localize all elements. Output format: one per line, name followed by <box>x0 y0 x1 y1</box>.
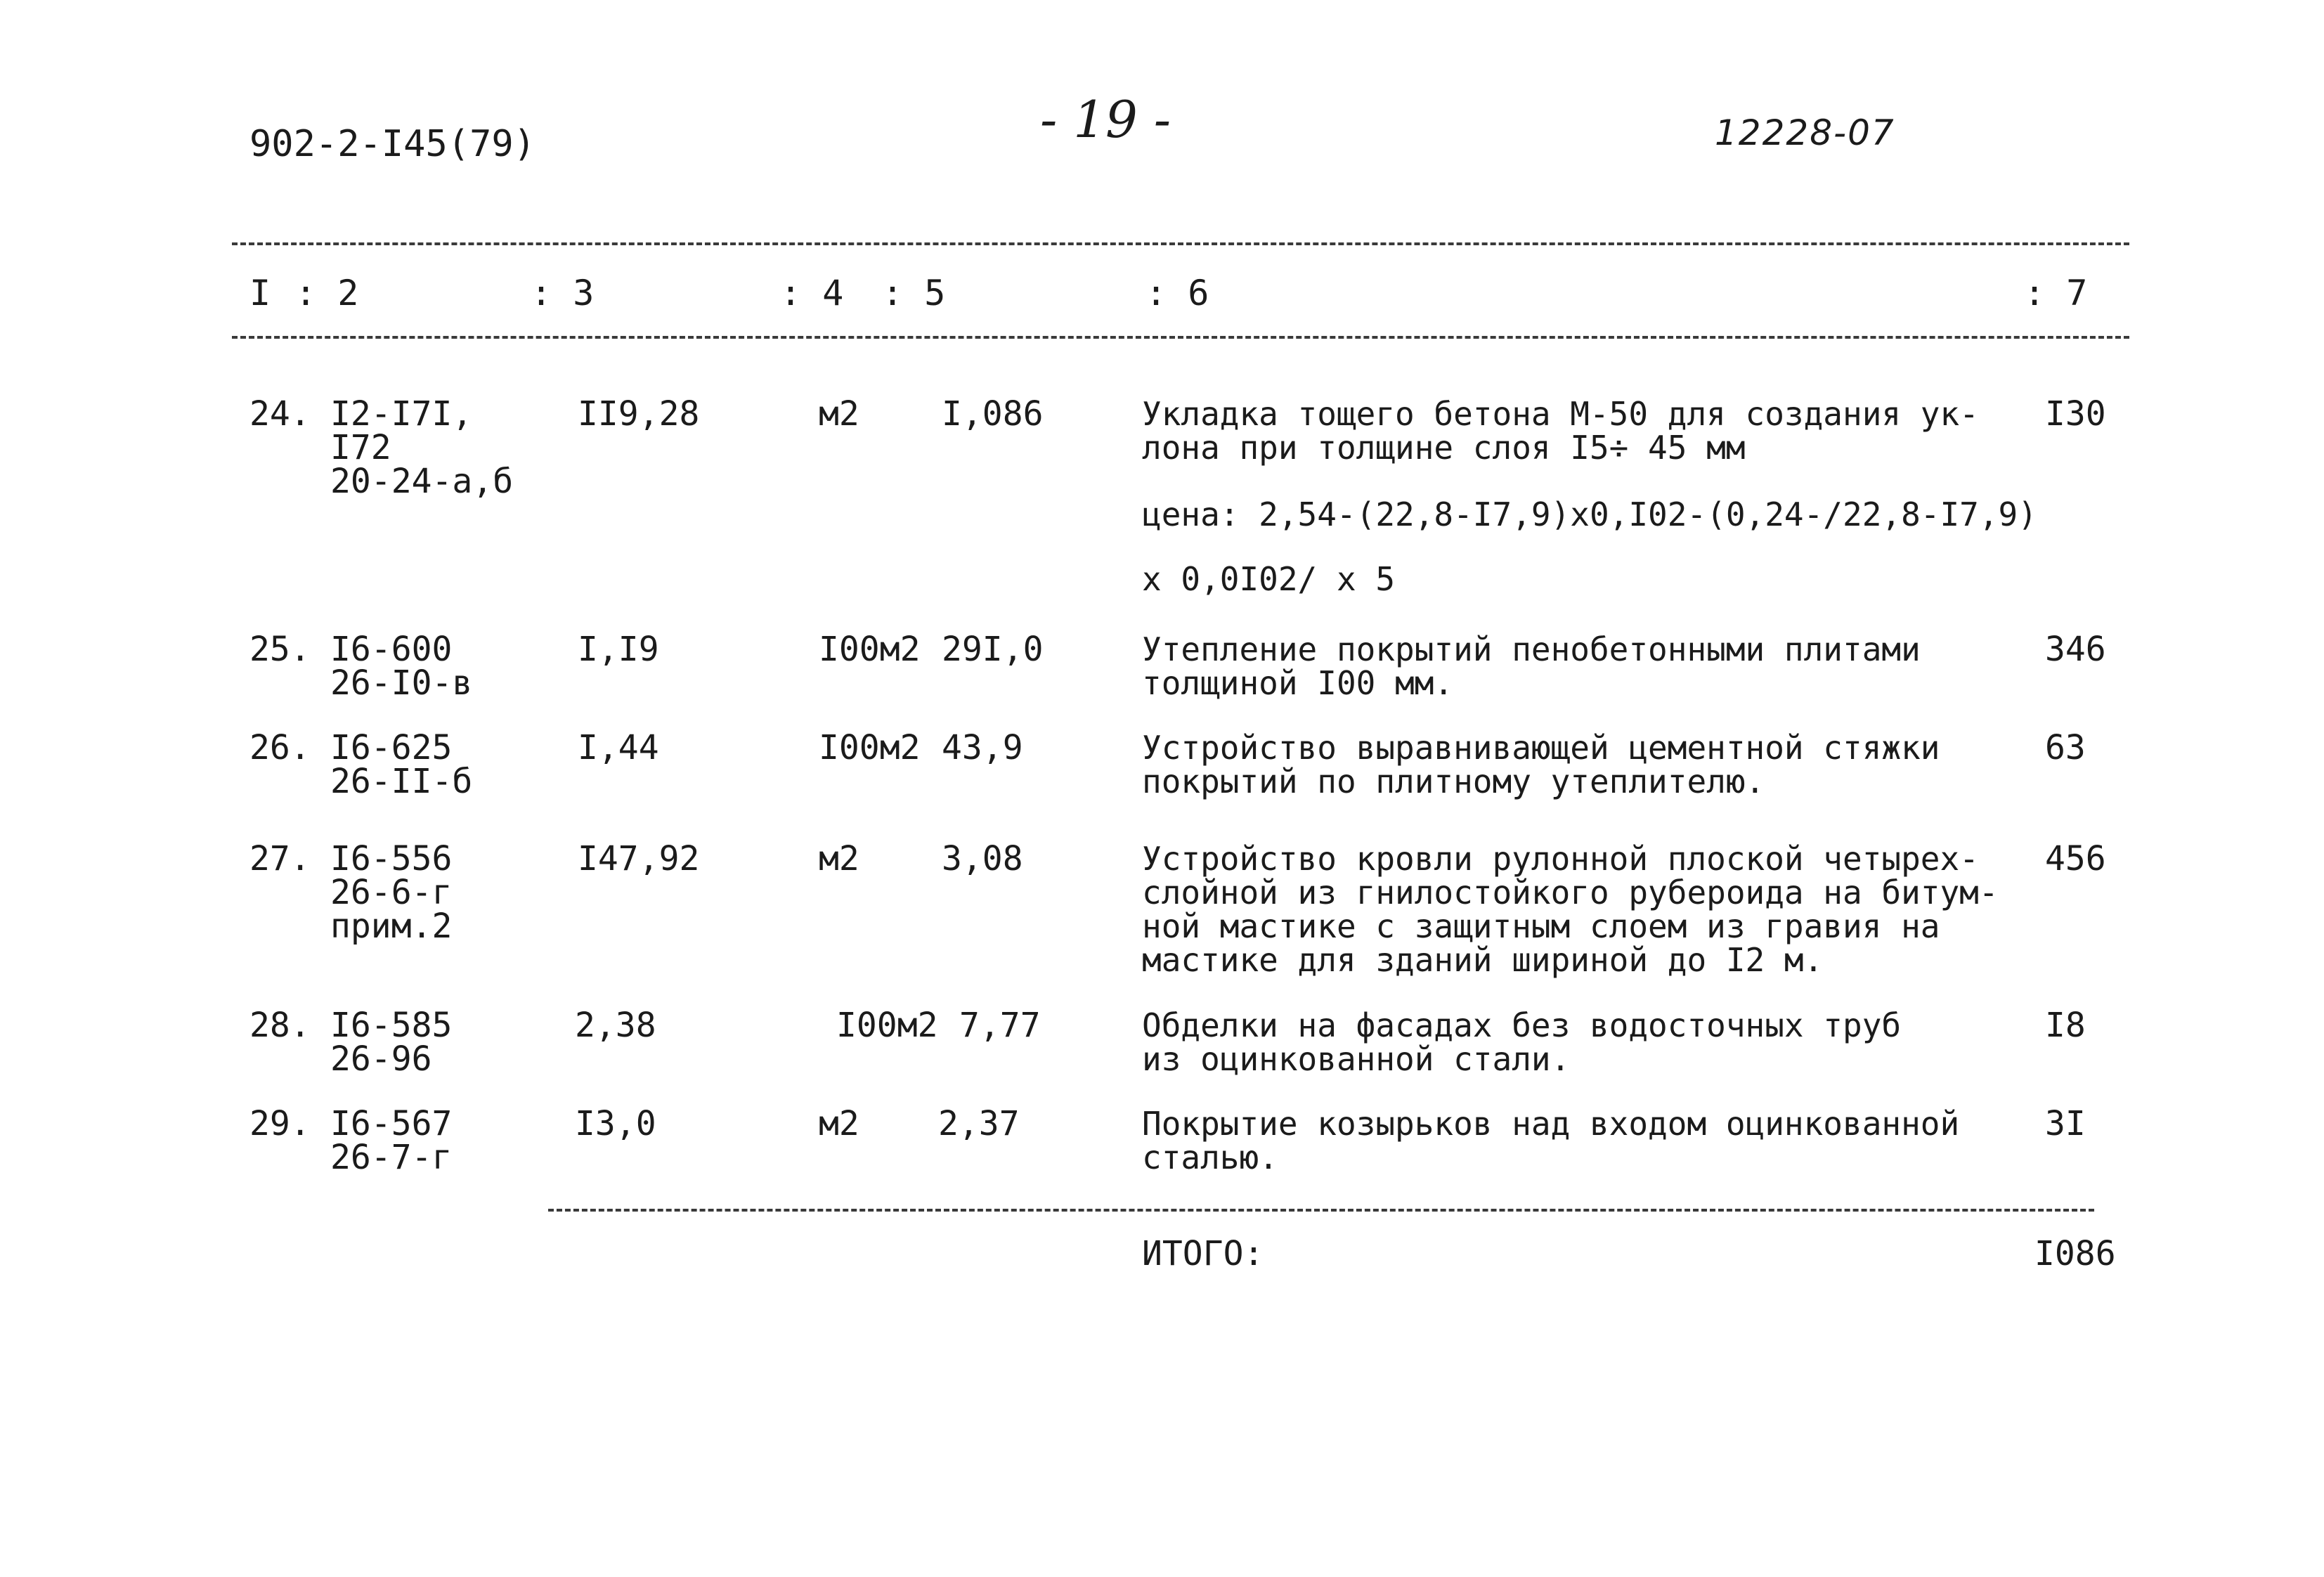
work-description-line: ной мастике с защитным слоем из гравия на <box>1142 907 1940 945</box>
row-number: 28. <box>249 1006 311 1045</box>
column-header-5: : 5 <box>882 273 946 313</box>
unit-price: 2,38 <box>575 1006 656 1045</box>
column-header-2: : 2 <box>295 273 359 313</box>
top-rule <box>232 242 2129 245</box>
work-description-line: покрытий по плитному утеплителю. <box>1142 762 1765 800</box>
row-total: 3I <box>2045 1104 2086 1143</box>
row-total: 346 <box>2045 630 2106 669</box>
work-description-line: Обделки на фасадах без водосточных труб <box>1142 1006 1902 1044</box>
quantity: 7,77 <box>959 1006 1041 1045</box>
norm-code-line: 26-7-г <box>330 1138 453 1177</box>
norm-code-line: I2-I7I, <box>330 394 473 434</box>
unit-of-measure: I00м2 <box>836 1006 938 1045</box>
norm-code-line: 26-6-г <box>330 873 453 912</box>
work-description-line: Укладка тощего бетона М-50 для создания ук- <box>1142 395 1979 433</box>
unit-price: II9,28 <box>578 394 700 434</box>
unit-of-measure: I00м2 <box>819 630 921 669</box>
work-description-line: Покрытие козырьков над входом оцинкованной <box>1142 1105 1960 1143</box>
unit-of-measure: м2 <box>819 1104 859 1143</box>
norm-code-line: I6-600 <box>330 630 453 669</box>
unit-price: I,I9 <box>578 630 659 669</box>
row-number: 26. <box>249 728 311 767</box>
norm-code-line: 26-II-б <box>330 762 473 801</box>
norm-code-line: I6-556 <box>330 839 453 878</box>
summary-label: ИТОГО: <box>1142 1234 1264 1273</box>
norm-code-line: I6-585 <box>330 1006 453 1045</box>
archive-number: 12228-07 <box>1715 112 1895 153</box>
work-description-line: сталью. <box>1142 1138 1278 1176</box>
row-total: I8 <box>2045 1006 2086 1045</box>
work-description-line: толщиной I00 мм. <box>1142 664 1454 702</box>
norm-code-line: I6-625 <box>330 728 453 767</box>
work-description-line: слойной из гнилостойкого рубероида на битум- <box>1142 874 1999 911</box>
quantity: I,086 <box>942 394 1044 434</box>
column-header-7: : 7 <box>2024 273 2088 313</box>
work-description-line: Устройство кровли рулонной плоской четырех- <box>1142 840 1979 878</box>
unit-of-measure: I00м2 <box>819 728 921 767</box>
norm-code-line: I6-567 <box>330 1104 453 1143</box>
page-number: - 19 - <box>1040 90 1171 149</box>
unit-of-measure: м2 <box>819 839 859 878</box>
column-header-4: : 4 <box>780 273 844 313</box>
price-calculation-line: цена: 2,54-(22,8-I7,9)x0,I02-(0,24-/22,8-I7,9) <box>1142 495 2037 533</box>
quantity: 43,9 <box>942 728 1023 767</box>
work-description-line: из оцинкованной стали. <box>1142 1040 1571 1078</box>
column-header-6: : 6 <box>1145 273 1209 313</box>
unit-price: I47,92 <box>578 839 700 878</box>
quantity: 29I,0 <box>942 630 1044 669</box>
row-number: 27. <box>249 839 311 878</box>
row-total: 63 <box>2045 728 2086 767</box>
row-total: 456 <box>2045 839 2106 878</box>
summary-total: I086 <box>2034 1234 2116 1273</box>
norm-code-line: прим.2 <box>330 907 453 946</box>
column-header-3: : 3 <box>531 273 595 313</box>
price-calculation-line: x 0,0I02/ x 5 <box>1142 560 1396 598</box>
norm-code-line: 26-I0-в <box>330 663 473 703</box>
work-description-line: лона при толщине слоя I5÷ 45 мм <box>1142 429 1746 467</box>
unit-of-measure: м2 <box>819 394 859 434</box>
bottom-rule <box>548 1209 2094 1212</box>
quantity: 3,08 <box>942 839 1023 878</box>
work-description-line: мастике для зданий шириной до I2 м. <box>1142 941 1824 979</box>
norm-code-line: 20-24-a,б <box>330 462 514 501</box>
unit-price: I,44 <box>578 728 659 767</box>
quantity: 2,37 <box>938 1104 1020 1143</box>
row-number: 29. <box>249 1104 311 1143</box>
unit-price: I3,0 <box>575 1104 656 1143</box>
row-number: 24. <box>249 394 311 434</box>
document-code: 902-2-I45(79) <box>249 123 535 165</box>
norm-code-line: 26-96 <box>330 1039 432 1079</box>
header-rule <box>232 336 2129 339</box>
work-description-line: Устройство выравнивающей цементной стяжки <box>1142 729 1940 767</box>
row-total: I30 <box>2045 394 2106 434</box>
work-description-line: Утепление покрытий пенобетонными плитами <box>1142 630 1921 668</box>
row-number: 25. <box>249 630 311 669</box>
column-header-1: I <box>249 273 271 313</box>
norm-code-line: I72 <box>330 428 391 467</box>
